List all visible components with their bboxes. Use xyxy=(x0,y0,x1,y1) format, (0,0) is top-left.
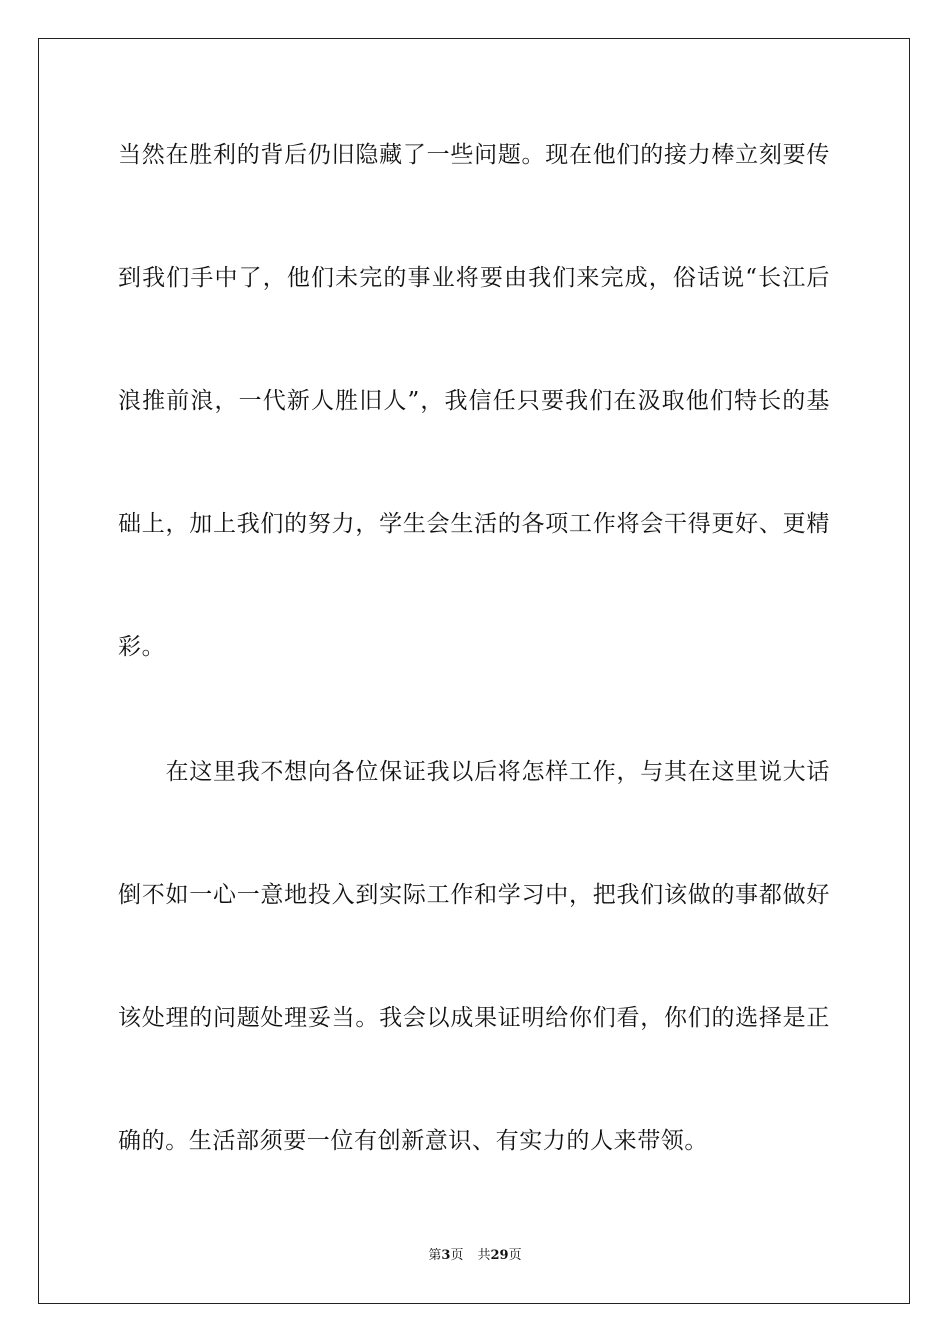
body-line-2: 到我们手中了，他们未完的事业将要由我们来完成，俗话说“长江后 xyxy=(118,265,830,291)
body-line-6: 在这里我不想向各位保证我以后将怎样工作，与其在这里说大话 xyxy=(118,759,830,785)
body-line-8: 该处理的问题处理妥当。我会以成果证明给你们看，你们的选择是正 xyxy=(118,1005,830,1031)
body-line-3: 浪推前浪，一代新人胜旧人”，我信任只要我们在汲取他们特长的基 xyxy=(118,388,830,414)
body-line-4: 础上，加上我们的努力，学生会生活的各项工作将会干得更好、更精 xyxy=(118,511,830,537)
body-line-1: 当然在胜利的背后仍旧隐藏了一些问题。现在他们的接力棒立刻要传 xyxy=(118,142,830,168)
body-line-7: 倒不如一心一意地投入到实际工作和学习中，把我们该做的事都做好 xyxy=(118,882,830,908)
body-line-5: 彩。 xyxy=(118,634,166,660)
page-suffix: 页 xyxy=(450,1248,464,1263)
page-prefix: 第 xyxy=(428,1248,442,1263)
body-line-9: 确的。生活部须要一位有创新意识、有实力的人来带领。 xyxy=(118,1128,708,1154)
total-prefix: 共 xyxy=(477,1248,491,1263)
page-border xyxy=(38,38,910,1304)
page-footer xyxy=(0,1247,950,1265)
page-number: 3 xyxy=(441,1248,451,1263)
total-pages: 29 xyxy=(490,1248,509,1263)
total-suffix: 页 xyxy=(508,1248,522,1263)
